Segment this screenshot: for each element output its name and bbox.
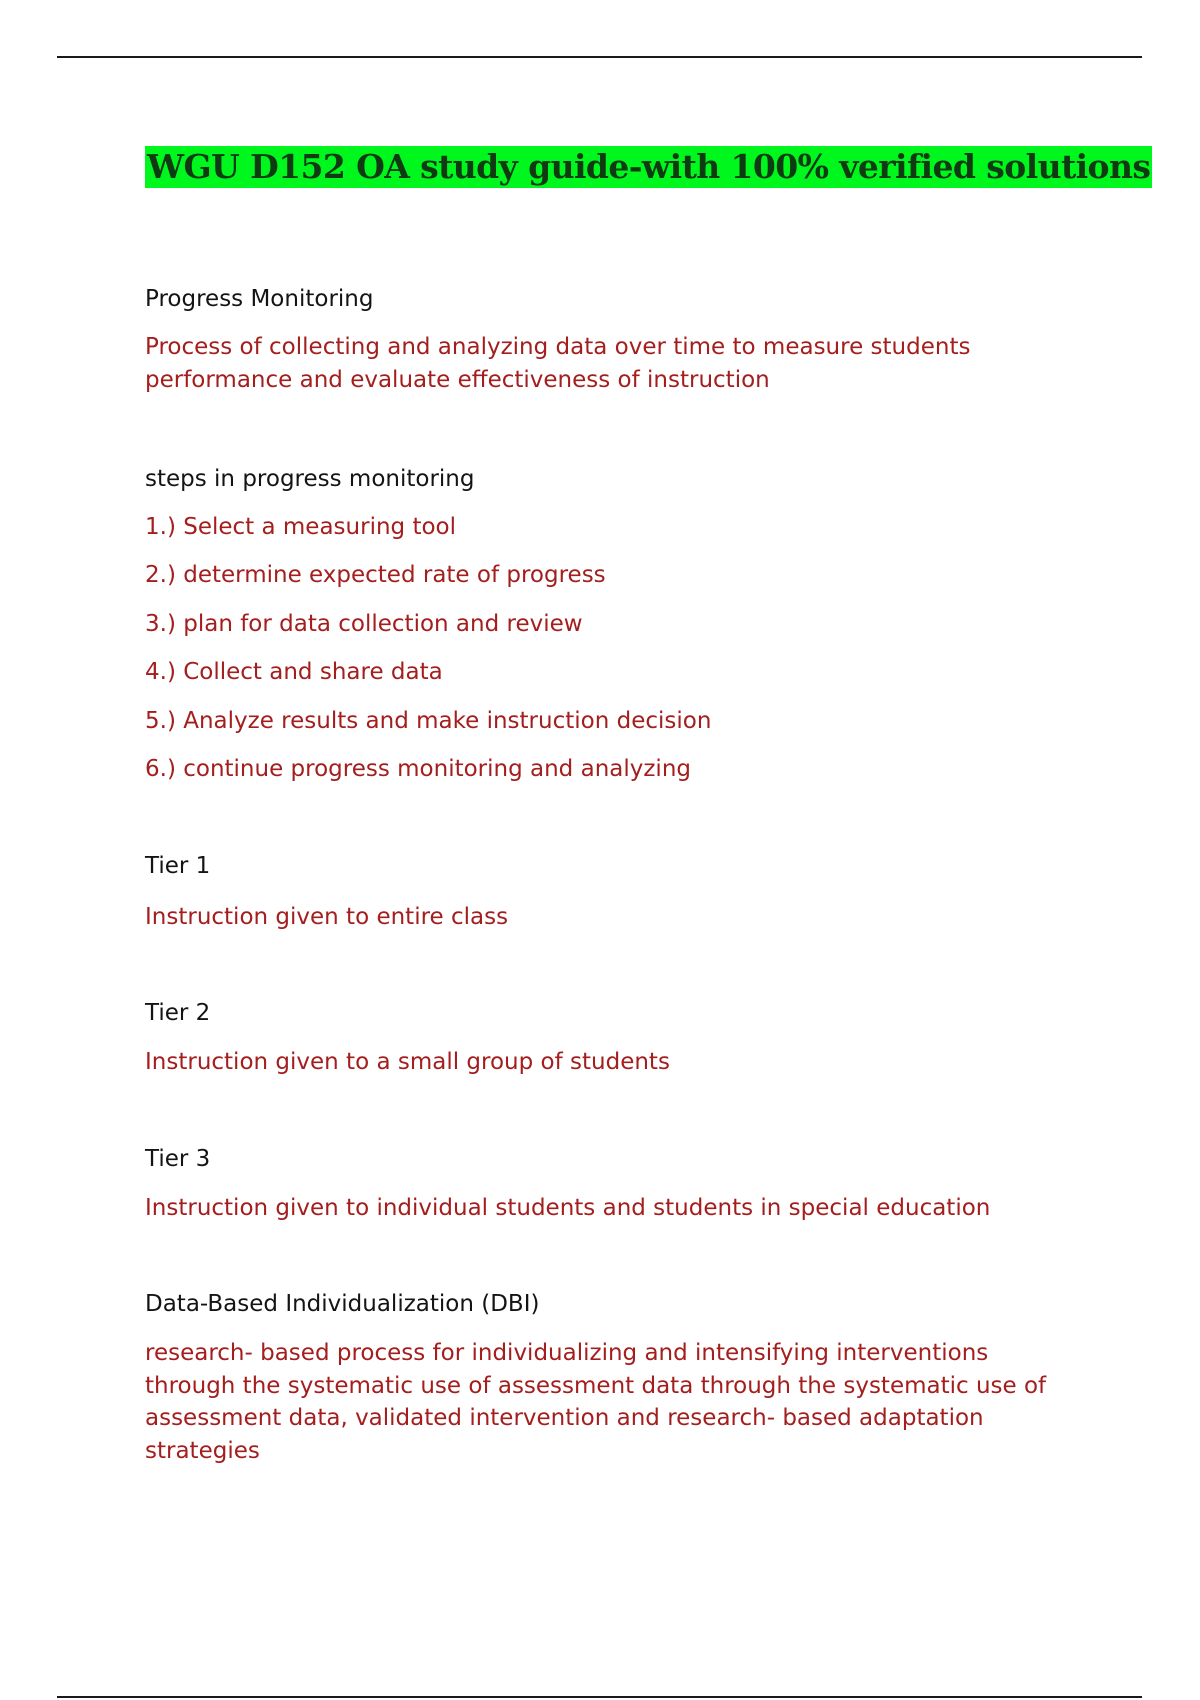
term-dbi: Data-Based Individualization (DBI) [145, 1291, 540, 1317]
term-tier-2: Tier 2 [145, 1000, 211, 1026]
step-item: 1.) Select a measuring tool [145, 514, 456, 540]
steps-list [145, 512, 711, 802]
term-tier-3: Tier 3 [145, 1146, 211, 1172]
step-item: 2.) determine expected rate of progress [145, 562, 606, 589]
term-steps-in-progress-monitoring: steps in progress monitoring [145, 466, 475, 492]
bottom-divider [57, 1696, 1142, 1698]
step-item: 3.) plan for data collection and review [145, 610, 583, 637]
step-item: 6.) continue progress monitoring and analyzing [145, 755, 692, 782]
definition-tier-1: Instruction given to entire class [145, 904, 509, 930]
definition-progress-monitoring: Process of collecting and analyzing data over time to measure students performance and evaluate effectiveness of instruction [145, 334, 971, 393]
term-progress-monitoring: Progress Monitoring [145, 286, 374, 312]
definition-tier-3: Instruction given to individual students and students in special education [145, 1195, 991, 1221]
definition-tier-2: Instruction given to a small group of students [145, 1049, 670, 1075]
step-item: 5.) Analyze results and make instruction decision [145, 707, 712, 734]
term-tier-1: Tier 1 [145, 853, 211, 879]
document-title: WGU D152 OA study guide-with 100% verified solutions [147, 147, 1151, 186]
step-item: 4.) Collect and share data [145, 659, 443, 686]
definition-dbi: research- based process for individualizing and intensifying interventions through the systematic use of assessment data through the systematic use of assessment data, validated intervention and research- based adaptation strategies [145, 1340, 1047, 1464]
top-divider [57, 56, 1142, 58]
